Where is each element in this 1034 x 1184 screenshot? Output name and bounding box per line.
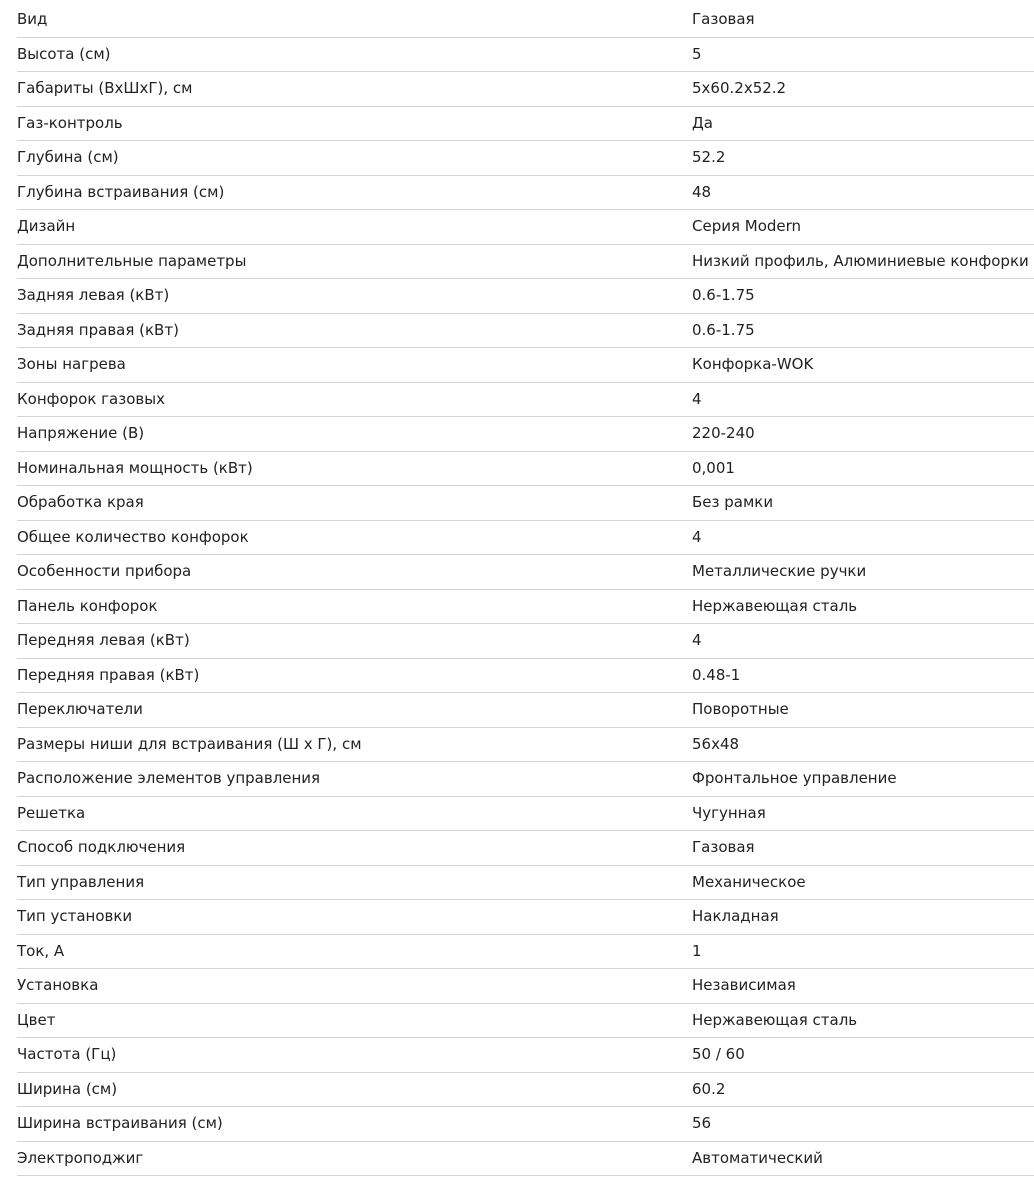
spec-row xyxy=(17,762,1034,797)
spec-label: Способ подключения xyxy=(17,838,186,857)
spec-label: Особенности прибора xyxy=(17,562,192,581)
spec-row xyxy=(17,624,1034,659)
spec-label: Общее количество конфорок xyxy=(17,527,249,546)
spec-row xyxy=(17,279,1034,314)
spec-row xyxy=(17,555,1034,590)
spec-label: Решетка xyxy=(17,803,86,822)
spec-value: 56x48 xyxy=(692,736,740,752)
spec-label: Номинальная мощность (кВт) xyxy=(17,458,253,477)
spec-row xyxy=(17,452,1034,487)
spec-label: Передняя правая (кВт) xyxy=(17,665,200,684)
spec-row xyxy=(17,210,1034,245)
specifications-table xyxy=(17,3,1034,1176)
spec-row xyxy=(17,245,1034,280)
spec-row xyxy=(17,935,1034,970)
spec-row xyxy=(17,176,1034,211)
spec-value: Фронтальное управление xyxy=(692,771,897,787)
spec-value: 0,001 xyxy=(692,460,735,476)
spec-row xyxy=(17,314,1034,349)
spec-label: Обработка края xyxy=(17,493,144,512)
spec-row xyxy=(17,831,1034,866)
spec-value: Нержавеющая сталь xyxy=(692,598,858,614)
spec-row xyxy=(17,1004,1034,1039)
spec-row xyxy=(17,486,1034,521)
spec-value: Газовая xyxy=(692,840,755,856)
spec-value: 4 xyxy=(692,529,702,545)
spec-label: Вид xyxy=(17,10,48,29)
spec-row xyxy=(17,1107,1034,1142)
spec-value: Чугунная xyxy=(692,805,766,821)
spec-value: Без рамки xyxy=(692,495,774,511)
spec-label: Тип установки xyxy=(17,907,133,926)
spec-row xyxy=(17,348,1034,383)
spec-row xyxy=(17,866,1034,901)
spec-row xyxy=(17,417,1034,452)
spec-label: Высота (см) xyxy=(17,44,111,63)
spec-label: Газ-контроль xyxy=(17,113,123,132)
spec-label: Задняя левая (кВт) xyxy=(17,286,170,305)
spec-value: 4 xyxy=(692,633,702,649)
spec-value: 5 xyxy=(692,46,702,62)
spec-label: Напряжение (В) xyxy=(17,424,145,443)
spec-value: 0.6-1.75 xyxy=(692,288,755,304)
spec-label: Электроподжиг xyxy=(17,1148,144,1167)
spec-label: Цвет xyxy=(17,1010,56,1029)
spec-label: Дополнительные параметры xyxy=(17,251,247,270)
spec-value: Независимая xyxy=(692,978,796,994)
spec-row xyxy=(17,72,1034,107)
spec-label: Дизайн xyxy=(17,217,76,236)
spec-label: Глубина встраивания (см) xyxy=(17,182,225,201)
spec-value: 0.6-1.75 xyxy=(692,322,755,338)
spec-row xyxy=(17,38,1034,73)
spec-value: Поворотные xyxy=(692,702,789,718)
spec-value: Нержавеющая сталь xyxy=(692,1012,858,1028)
spec-value: Серия Modern xyxy=(692,219,802,235)
spec-value: Да xyxy=(692,115,713,131)
spec-label: Переключатели xyxy=(17,700,143,719)
spec-value: Газовая xyxy=(692,12,755,28)
spec-value: 4 xyxy=(692,391,702,407)
spec-row xyxy=(17,521,1034,556)
spec-row xyxy=(17,1073,1034,1108)
spec-row xyxy=(17,728,1034,763)
spec-value: 56 xyxy=(692,1116,712,1132)
spec-label: Зоны нагрева xyxy=(17,355,126,374)
spec-label: Ток, А xyxy=(17,941,65,960)
spec-row xyxy=(17,383,1034,418)
spec-value: Автоматический xyxy=(692,1150,823,1166)
spec-row xyxy=(17,693,1034,728)
spec-label: Панель конфорок xyxy=(17,596,158,615)
spec-label: Передняя левая (кВт) xyxy=(17,631,190,650)
spec-value: 52.2 xyxy=(692,150,726,166)
spec-value: 220-240 xyxy=(692,426,755,442)
spec-label: Ширина встраивания (см) xyxy=(17,1114,223,1133)
spec-label: Глубина (см) xyxy=(17,148,119,167)
spec-row xyxy=(17,797,1034,832)
spec-value: Механическое xyxy=(692,874,806,890)
spec-row xyxy=(17,1142,1034,1177)
spec-label: Размеры ниши для встраивания (Ш x Г), см xyxy=(17,734,362,753)
spec-value: 1 xyxy=(692,943,702,959)
spec-row xyxy=(17,107,1034,142)
spec-label: Установка xyxy=(17,976,99,995)
spec-row xyxy=(17,141,1034,176)
spec-label: Задняя правая (кВт) xyxy=(17,320,179,339)
spec-value: 5x60.2x52.2 xyxy=(692,81,787,97)
spec-label: Расположение элементов управления xyxy=(17,769,321,788)
spec-label: Конфорок газовых xyxy=(17,389,165,408)
spec-value: Металлические ручки xyxy=(692,564,867,580)
spec-value: 48 xyxy=(692,184,712,200)
spec-value: 50 / 60 xyxy=(692,1047,745,1063)
spec-row xyxy=(17,659,1034,694)
spec-row xyxy=(17,3,1034,38)
spec-row xyxy=(17,590,1034,625)
spec-label: Частота (Гц) xyxy=(17,1045,117,1064)
spec-label: Габариты (ВхШхГ), см xyxy=(17,79,193,98)
spec-value: Конфорка-WOK xyxy=(692,357,814,373)
spec-label: Ширина (см) xyxy=(17,1079,118,1098)
spec-row xyxy=(17,900,1034,935)
spec-value: Накладная xyxy=(692,909,779,925)
spec-row xyxy=(17,969,1034,1004)
spec-value: Низкий профиль, Алюминиевые конфорки xyxy=(692,253,1029,269)
spec-row xyxy=(17,1038,1034,1073)
spec-value: 60.2 xyxy=(692,1081,726,1097)
spec-label: Тип управления xyxy=(17,872,145,891)
spec-value: 0.48-1 xyxy=(692,667,741,683)
